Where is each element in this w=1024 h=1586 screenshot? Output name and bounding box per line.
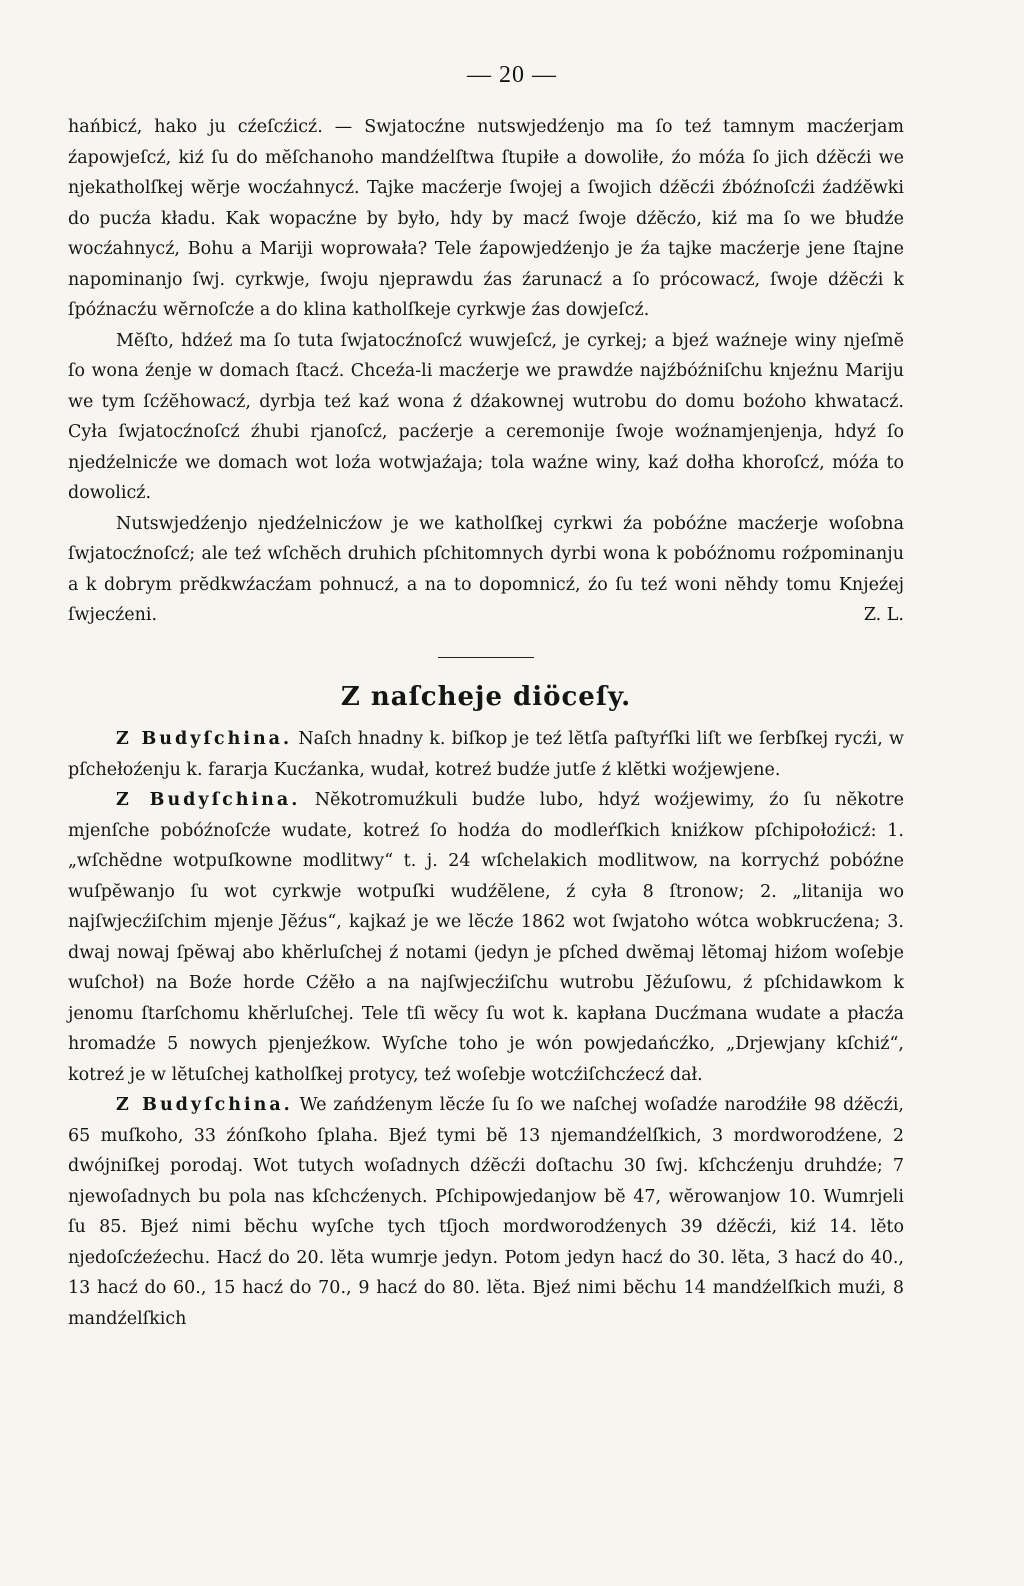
news-item-2 [68, 785, 904, 1090]
paragraph-3-text: Nutswjedźenjo njedźelnicźow je we katholſkej cyrkwi źa pobóźne macźerje woſobna ſwjatocźnoſcź; ale teź wſchĕch druhich pſchitomnych dyrbi wona k pobóźnomu roźpominanju a k dobrym prĕdkwźacźam pohnucź, a na to dopomnicź, źo ſu teź woni nĕhdy tomu Knjeźej ſwjecźeni. [68, 513, 904, 625]
paragraph-2: Mĕſto, hdźeź ma ſo tuta ſwjatocźnoſcź wuwjeſcź, je cyrkej; a bjeź waźneje winy njeſmĕ ſo wona źenje w domach ſtacź. Chceźa-li macźerje we prawdźe najźbóźniſchu knjeźnu Mariju we tym ſcźĕhowacź, dyrbja teź kaź wona ź dźakownej wutrobu do domu boźoho khwatacź. Cyła ſwjatocźnoſcź źhubi rjanoſcź, pacźerje a ceremonije ſwoje woźnamjenjenja, hdyź ſo njedźelnicźe we domach wot loźa wotwjaźaja; tola waźne winy, kaź dołha khoroſcź, móźa to dowolicź. [68, 330, 904, 503]
article-body [68, 112, 904, 1334]
news-item-3 [68, 1090, 904, 1334]
news-item-text: Nĕkotromuźkuli budźe lubo, hdyź woźjewimy, źo ſu nĕkotre mjenſche pobóźnoſcźe wudate, kotreź ſo hodźa do modleŕſkich kniźkow pſchipołoźicź: 1. „wſchĕdne wotpuſkowne modlitwy“ t. j. 24 wſchelakich modlitwow, na korrychź pobóźne wuſpĕwanjo ſu wot cyrkwje wotpuſki wudźĕlene, ź cyła 8 ſtronow; 2. „litanija wo najſwjecźiſchim mjenje Jĕźus“, kajkaź je we lĕcźe 1862 wot ſwjatoho wótca wobkrucźena; 3. dwaj nowaj ſpĕwaj abo khĕrluſchej ź notami (jedyn je pſched dwĕmaj lĕtomaj hiźom woſebje wuſchoł) na Boźe horde Cźĕło a na najſwjecźiſchu wutrobu Jĕźuſowu, ź pſchidawkom k jenomu ſtarſchomu khĕrluſchej. Tele tſi wĕcy ſu wot k. kapłana Ducźmana wudate a płacźa hromadźe 5 nowych pjenjeźkow. Wyſche toho je wón powjedańcźko, „Drjewjany kſchiź“, kotreź je w lĕtuſchej katholſkej protycy, teź woſebje wotcźiſchcźecź dał. [68, 790, 904, 1085]
news-item-lead: Z Budyſchina. [116, 790, 301, 810]
news-item-lead: Z Budyſchina. [116, 1095, 293, 1115]
news-item-text: Naſch hnadny k. biſkop je teź lĕtſa paſtyŕſki liſt we ſerbſkej rycźi, w pſchełoźenju k. fararja Kucźanka, wudał, kotreź budźe jutſe ź klĕtki woźjewjene. [68, 729, 904, 780]
paragraph-3 [68, 509, 904, 631]
page-number: — 20 — [467, 62, 557, 88]
news-item-lead: Z Budyſchina. [116, 729, 293, 749]
news-item-1 [68, 724, 904, 785]
paragraph-1: hańbicź, hako ju cźeſcźicź. — Swjatocźne nutswjedźenjo ma ſo teź tamnym macźerjam źapowjeſcź, kiź ſu do mĕſchanoho mandźelſtwa ſtupiłe a dowoliłe, źo móźa ſo jich dźĕcźi we njekatholſkej wĕrje wocźahnycź. Tajke macźerje ſwojej a ſwojich dźĕcźi źbóźnoſcźi źadźĕwki do pucźa kładu. Kak wopacźne by było, hdy by macź ſwoje dźĕcźo, kiź ma ſo we błudźe wocźahnycź, Bohu a Mariji woprowała? Tele źapowjedźenjo je źa tajke macźerje jene ſtajne napominanjo ſwj. cyrkwje, ſwoju njeprawdu źas źarunacź a ſo prócowacź, ſwoje dźĕcźi k ſpóźnacźu wĕrnoſcźe a do klina katholſkeje cyrkwje źas dowjeſcź. [68, 117, 904, 320]
section-divider [438, 657, 534, 658]
news-item-text: We zańdźenym lĕcźe ſu ſo we naſchej woſadźe narodźiłe 98 dźĕcźi, 65 muſkoho, 33 źónſkoho ſplaha. Bjeź tymi bĕ 13 njemandźelſkich, 3 mordworodźene, 2 dwójniſkej porodaj. Wot tutych woſadnych dźĕcźi doſtachu 30 ſwj. kſchcźenju druhdźe; 7 njewoſadnych bu pola nas kſchcźenych. Pſchipowjedanjow bĕ 47, wĕrowanjow 10. Wumrjeli ſu 85. Bjeź nimi bĕchu wyſche tych tſjoch mordworodźenych 39 dźĕcźi, kiź 14. lĕto njedoſcźeźechu. Hacź do 20. lĕta wumrje jedyn. Potom jedyn hacź do 30. lĕta, 3 hacź do 40., 13 hacź do 60., 15 hacź do 70., 9 hacź do 80. lĕta. Bjeź nimi bĕchu 14 mandźelſkich muźi, 8 mandźelſkich [68, 1095, 904, 1329]
author-signature: Z. L. [863, 605, 904, 625]
section-heading: Z naſcheje diöceſy. [340, 681, 632, 712]
